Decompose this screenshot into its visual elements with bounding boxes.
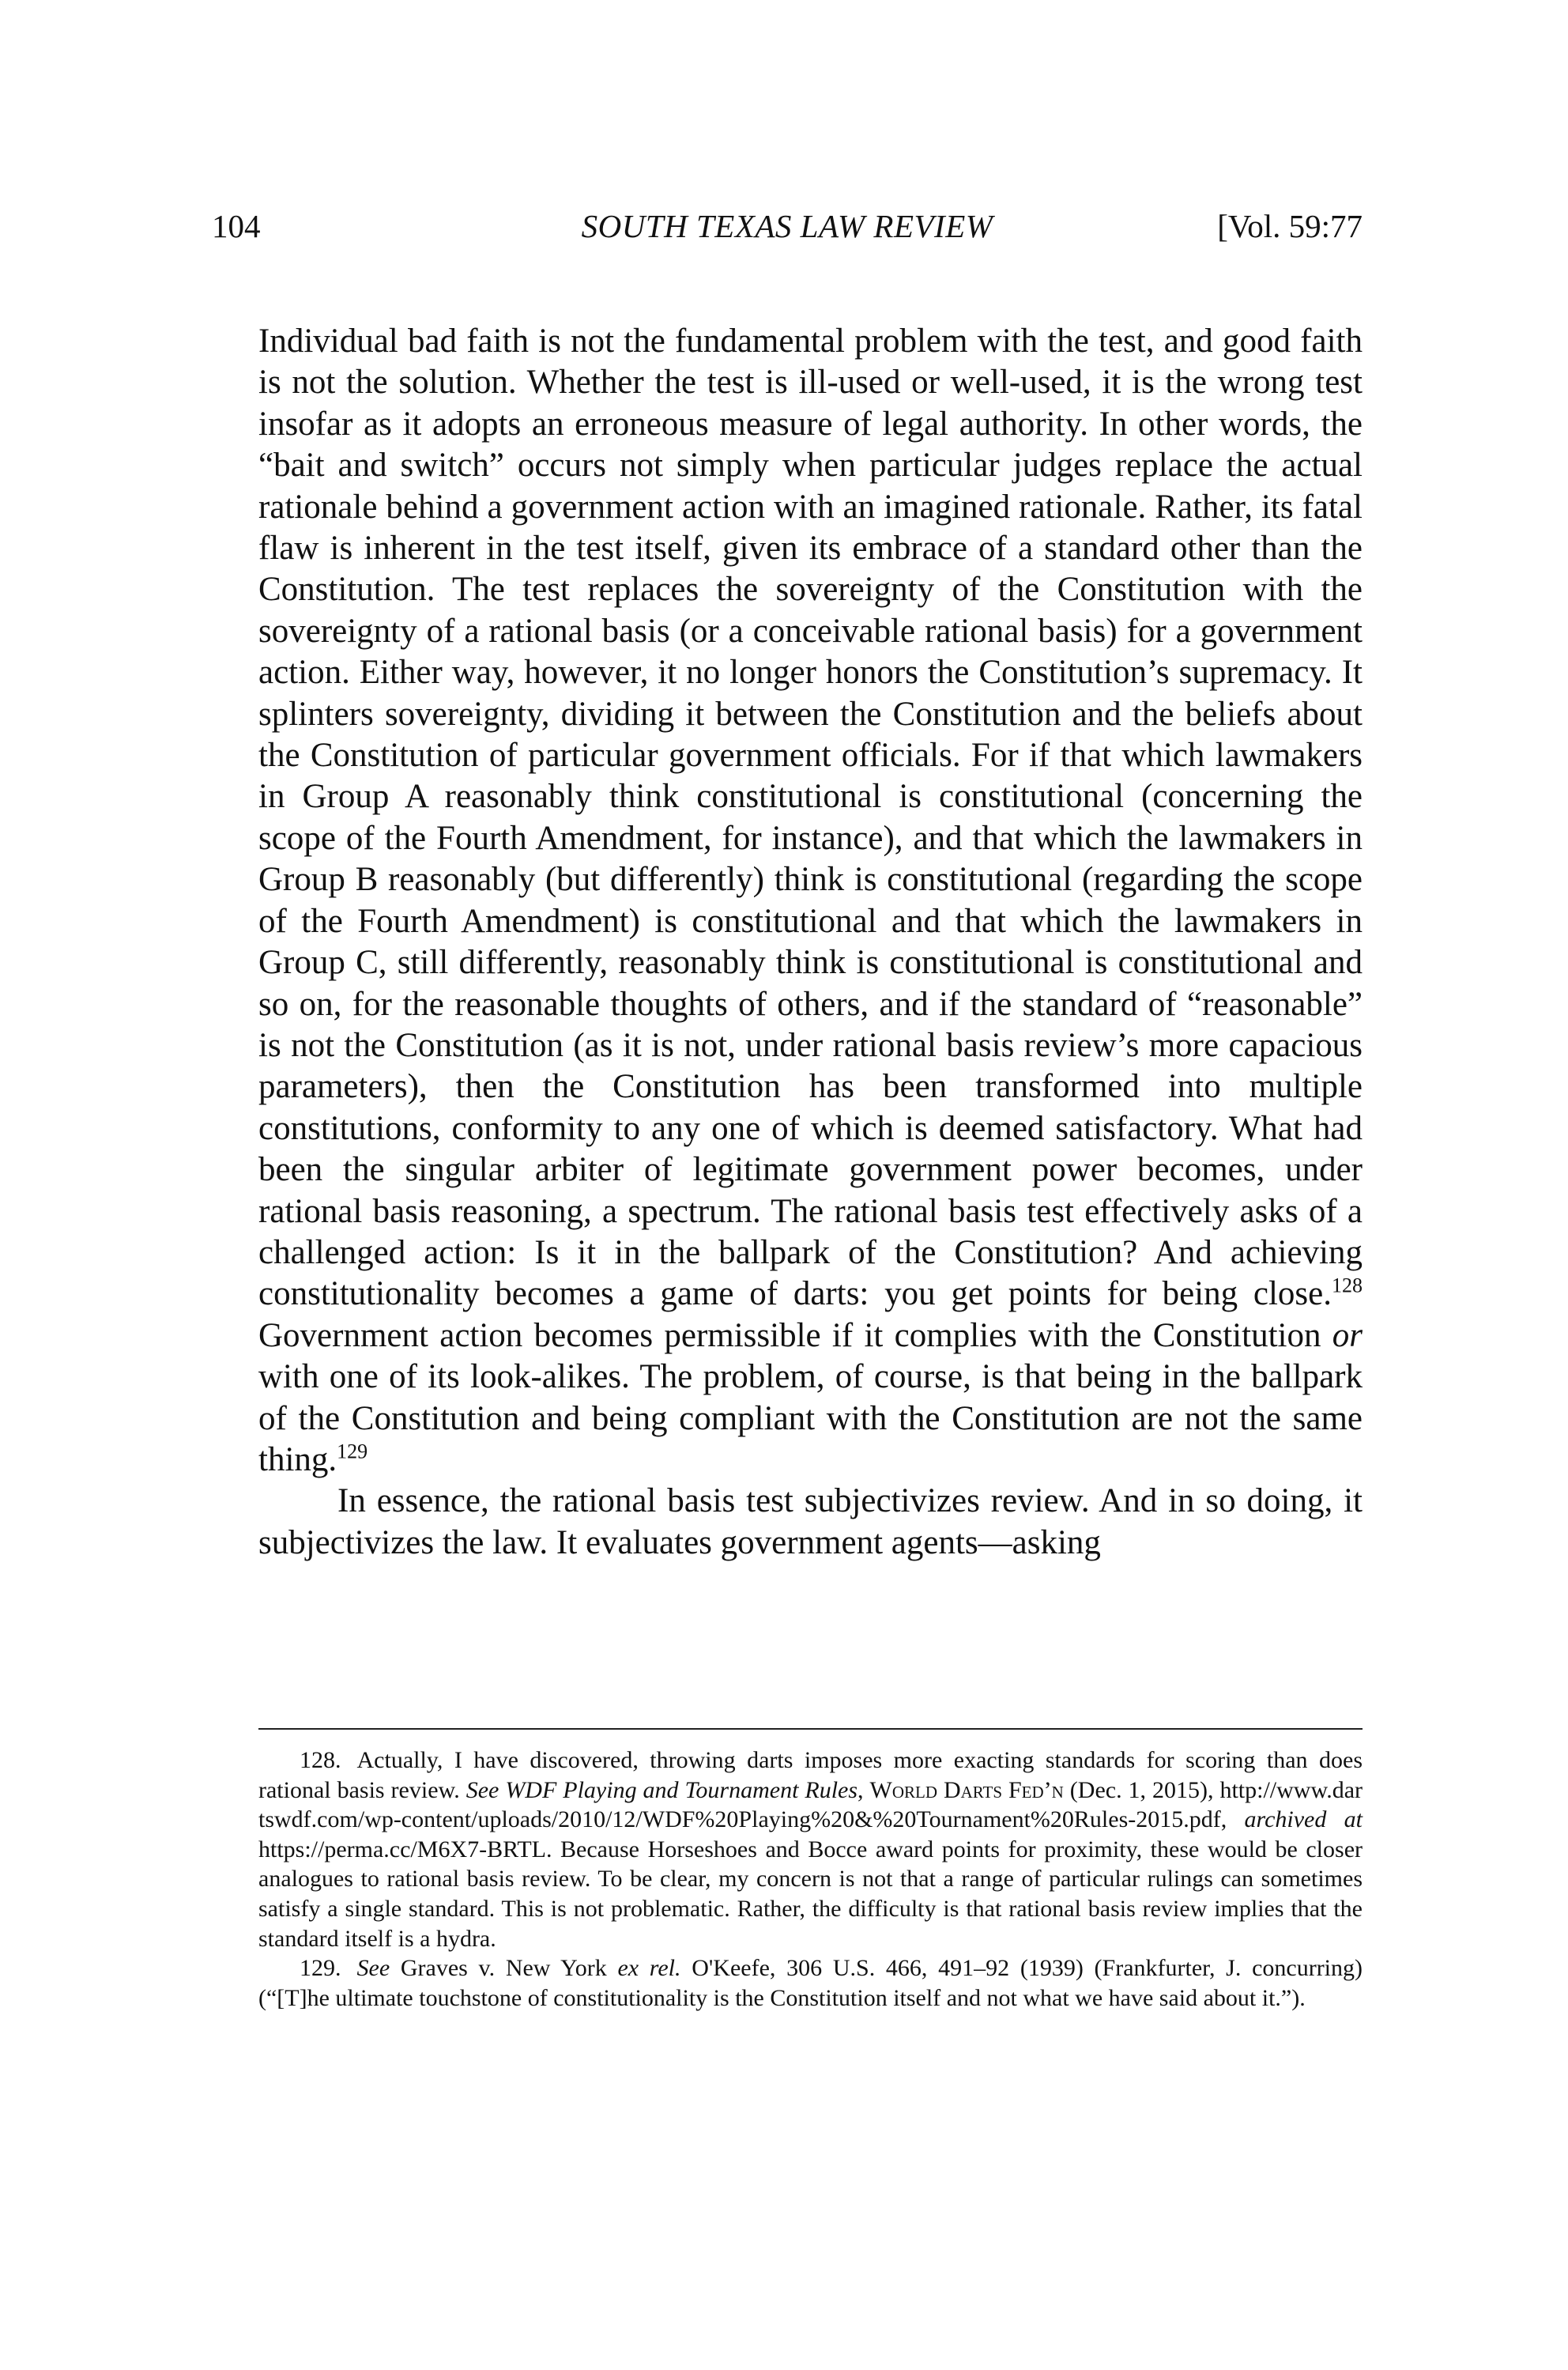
footnote-text: , [858,1776,870,1803]
footnote-129 [258,1953,1363,2013]
paragraph-1-text-c: with one of its look-alikes. The problem, of course, is that being in the ballpark of the Constitution and being compliant with the Constitution are not the same thing. [258,1358,1363,1478]
footnote-text: Actually, I have discovered, throwing darts imposes more exacting standards for scoring than does rational basis review. [258,1747,1363,1803]
archived-label: archived at [1244,1806,1363,1833]
volume-citation: [Vol. 59:77 [1217,208,1363,244]
journal-title: SOUTH TEXAS LAW REVIEW [581,208,993,244]
footnote-number: 128. [300,1747,341,1773]
footnote-text: O'Keefe, 306 U.S. 466, 491–92 (1939) (Frankfurter, J. concurring) (“[T]he ultimate touchstone of constitutionality is the Constitution itself and not what we have said about it.”). [258,1955,1363,2011]
paragraph-1 [258,321,1363,1481]
signal-see: See [356,1955,390,1982]
footnote-divider [258,1728,1363,1730]
case-ex-rel: ex rel. [617,1955,681,1982]
paragraph-2: In essence, the rational basis test subjectivizes review. And in so doing, it subjectivizes the law. It evaluates government agents—asking [258,1482,1363,1561]
running-head [212,207,1363,255]
source-url-link[interactable]: http://www.dartswdf.com/wp-content/uploads/2010/12/WDF%20Playing%20&%20Tournament%20Rules-2015.pdf [258,1776,1363,1833]
footnote-text: (Dec. 1, 2015), [1063,1776,1220,1803]
page-number: 104 [212,208,261,244]
source-title: WDF Playing and Tournament Rules [505,1776,858,1803]
footnote-128 [258,1745,1363,1953]
source-organization: World Darts Fed’n [869,1776,1064,1803]
body-text [258,321,1363,1564]
footnote-text: Graves v. New York [390,1955,618,1982]
footnote-text: https://perma.cc/M6X7-BRTL. Because Horseshoes and Bocce award points for proximity, these would be closer analogues to rational basis review. To be clear, my concern is not that a range of particular rulings can sometimes satisfy a single standard. This is not problematic. Rather, the difficulty is that rational basis review implies that the standard itself is a hydra. [258,1836,1363,1952]
footnote-text: , [1220,1806,1245,1833]
footnote-ref-129: 129 [337,1440,368,1463]
footnotes [258,1745,1363,2013]
paragraph-1-text-b: Government action becomes permissible if it complies with the Constitution [258,1316,1332,1354]
paragraph-1-emphasis: or [1332,1316,1363,1354]
footnote-ref-128: 128 [1332,1274,1363,1298]
paragraph-1-text-a: Individual bad faith is not the fundamental problem with the test, and good faith is not the solution. Whether the test is ill-used or well-used, it is the wrong test insofar as it adopts an erroneous measure of legal authority. In other words, the “bait and switch” occurs not simply when particular judges replace the actual rationale behind a government action with an imagined rationale. Rather, its fatal flaw is inherent in the test itself, given its embrace of a standard other than the Constitution. The test replaces the sovereignty of the Constitution with the sovereignty of a rational basis (or a conceivable rational basis) for a government action. Either way, however, it no longer honors the Constitution’s supremacy. It splinters sovereignty, dividing it between the Constitution and the beliefs about the Constitution of particular government officials. For if that which lawmakers in Group A reasonably think constitutional is constitutional (concerning the scope of the Fourth Amendment, for instance), and that which the lawmakers in Group B reasonably (but differently) think is constitutional (regarding the scope of the Fourth Amendment) is constitutional and that which the lawmakers in Group C, still differently, reasonably think is constitutional is constitutional and so on, for the reasonable thoughts of others, and if the standard of “reasonable” is not the Constitution (as it is not, under rational basis review’s more capacious parameters), then the Constitution has been transformed into multiple constitutions, conformity to any one of which is deemed satisfactory. What had been the singular arbiter of legitimate government power becomes, under rational basis reasoning, a spectrum. The rational basis test effectively asks of a challenged action: Is it in the ballpark of the Constitution? And achieving constitutionality becomes a game of darts: you get points for being close. [258,323,1363,1313]
signal-see: See [466,1776,499,1803]
footnote-number: 129. [300,1955,341,1982]
